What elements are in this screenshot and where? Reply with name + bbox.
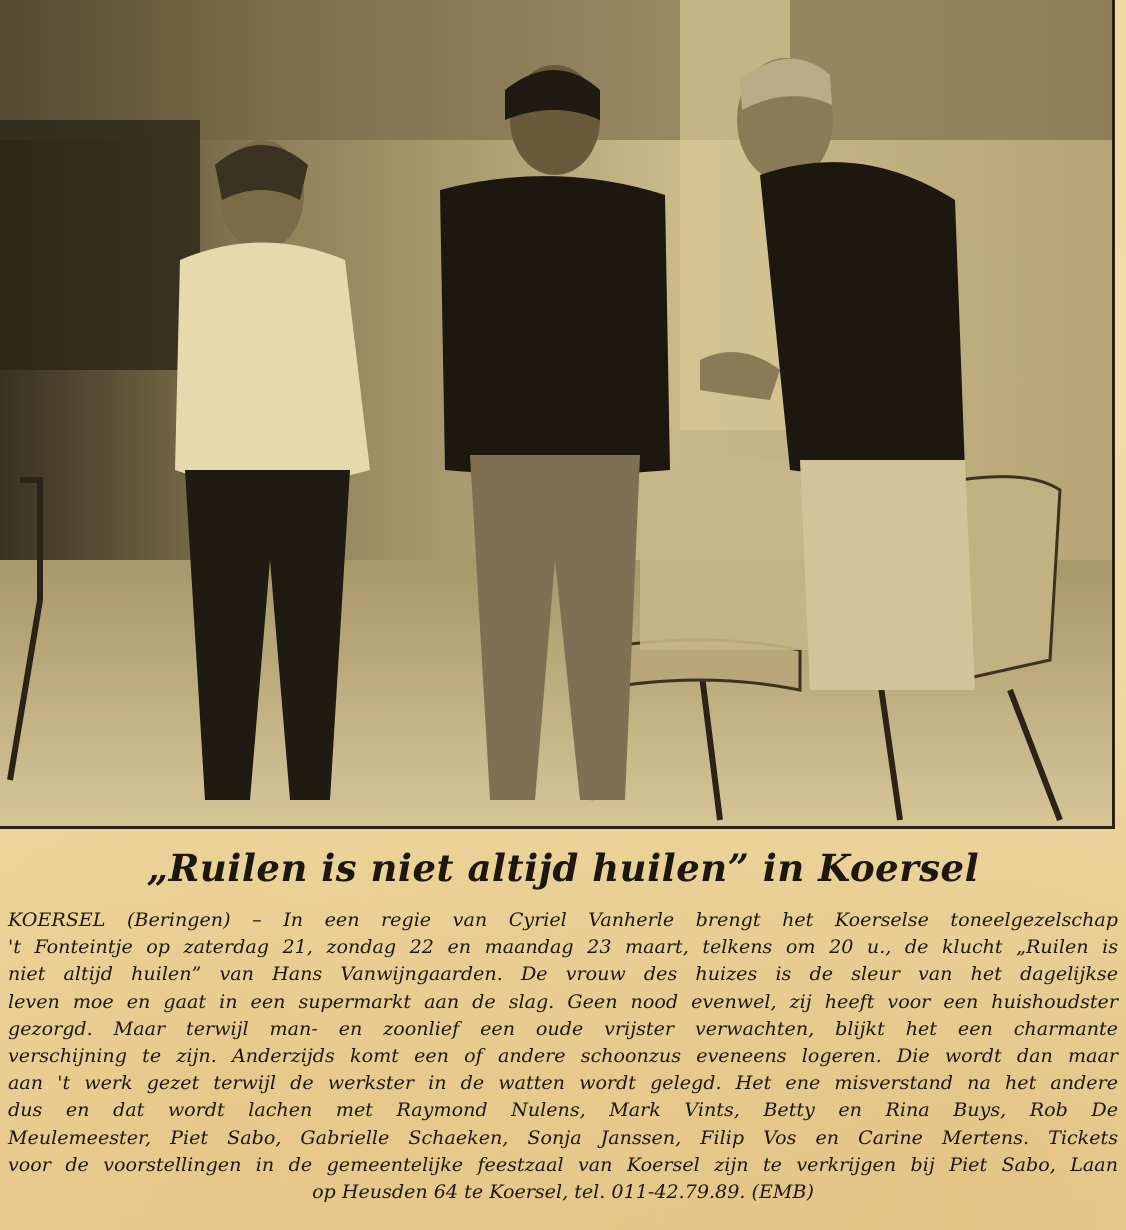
article-line: KOERSEL (Beringen) – In een regie van Cyriel Vanherle brengt het Koerselse toneelgezelschap [8, 908, 1118, 931]
article-body [8, 906, 1118, 1205]
article-line: aan 't werk gezet terwijl de werkster in de watten wordt gelegd. Het ene misverstand na het andere [8, 1071, 1118, 1095]
article-line: 't Fonteintje op zaterdag 21, zondag 22 en maandag 23 maart, telkens om 20 u., de klucht „Ruilen is [8, 935, 1118, 959]
article-line: leven moe en gaat in een supermarkt aan de slag. Geen nood evenwel, zij heeft voor een huishoudster [8, 989, 1118, 1013]
article-line: niet altijd huilen” van Hans Vanwijngaarden. De vrouw des huizes is de sleur van het dagelijkse [8, 962, 1118, 986]
article-line: gezorgd. Maar terwijl man- en zoonlief een oude vrijster verwachten, blijkt het een charmante [8, 1016, 1118, 1040]
article-line: voor de voorstellingen in de gemeentelijke feestzaal van Koersel zijn te verkrijgen bij Piet Sabo, Laan [8, 1152, 1118, 1176]
article-line: Meulemeester, Piet Sabo, Gabrielle Schaeken, Sonja Janssen, Filip Vos en Carine Mertens. Tickets [8, 1125, 1118, 1149]
headline: „Ruilen is niet altijd huilen” in Koersel [146, 846, 980, 890]
article-line: dus en dat wordt lachen met Raymond Nulens, Mark Vints, Betty en Rina Buys, Rob De [8, 1098, 1118, 1122]
article-line: op Heusden 64 te Koersel, tel. 011-42.79.89. (EMB) [312, 1180, 814, 1204]
article-line: verschijning te zijn. Anderzijds komt een of andere schoonzus eveneens logeren. Die wordt dan maar [8, 1044, 1118, 1068]
